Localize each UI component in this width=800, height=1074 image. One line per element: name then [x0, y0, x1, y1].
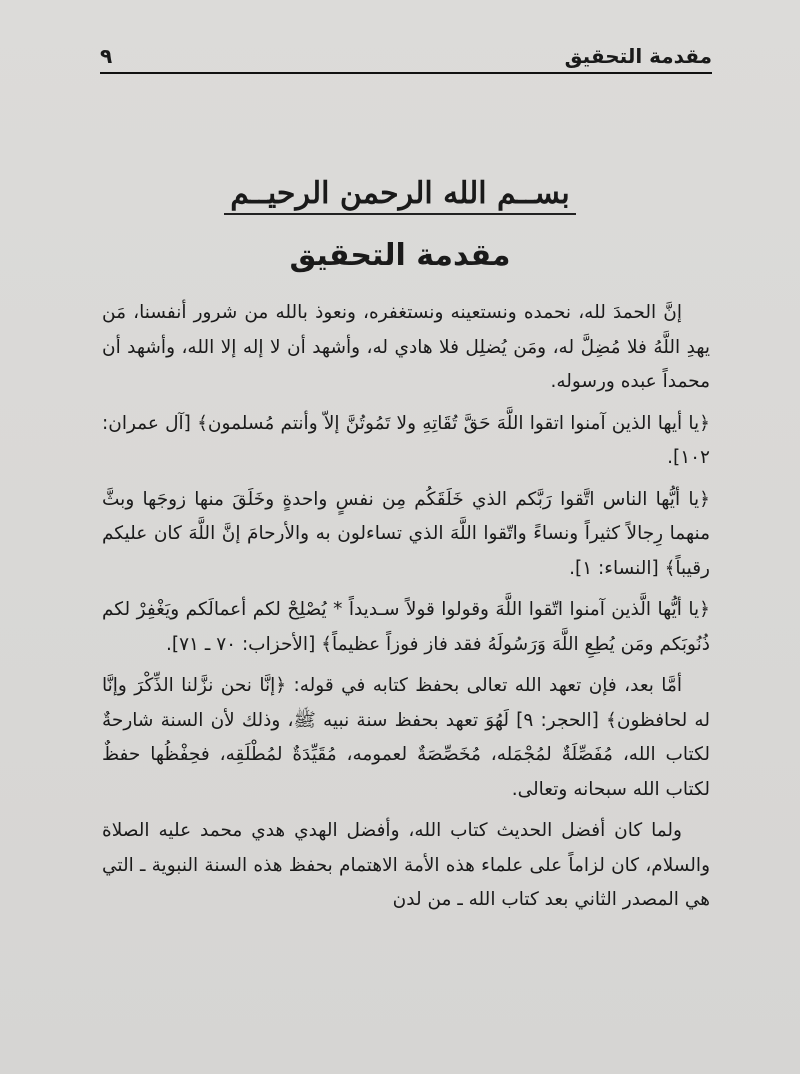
basmala-text: بســم الله الرحمن الرحيــم	[224, 176, 575, 215]
header-title: مقدمة التحقيق	[564, 44, 712, 68]
paragraph-intro: إنَّ الحمدَ لله، نحمده ونستعينه ونستغفره، ونعوذ بالله من شرور أنفسنا، مَن يهدِ اللَّهُ فلا مُضِلَّ له، ومَن يُضلِل فلا هادي له، وأشهد أن لا إله إلا الله، وأشهد أن محمداً عبده ورسوله.	[102, 302, 710, 392]
quran-verse-ahzab: ﴿يا أيُّها الَّذين آمنوا اتّقوا اللَّهَ وقولوا قولاً سـديداً * يُصْلِحْ لكم أعمالَكم ويَغْفِرْ لكم ذُنُوبَكم ومَن يُطِعِ اللَّهَ وَرَسُولَهُ فقد فاز فوزاً عظيماً﴾ [الأحزاب: ٧٠ ـ ٧١].	[102, 599, 710, 655]
page-number: ٩	[100, 44, 113, 68]
running-header	[100, 34, 712, 74]
section-title: مقدمة التحقيق	[289, 238, 511, 273]
basmala	[0, 176, 800, 211]
paragraph-sunnah: ولما كان أفضل الحديث كتاب الله، وأفضل الهدي هدي محمد عليه الصلاة والسلام، كان لزاماً على علماء هذه الأمة الاهتمام بحفظ هذه السنة النبوية ـ التي هي المصدر الثاني بعد كتاب الله ـ من لدن	[102, 820, 710, 910]
body-text	[102, 296, 710, 925]
quran-verse-al-imran: ﴿يا أيها الذين آمنوا اتقوا اللَّهَ حَقَّ تُقَاتِهِ ولا تَمُوتُنَّ إلاّ وأنتم مُسلمون﴾ [آل عمران: ١٠٢].	[102, 412, 710, 468]
quran-verse-nisa: ﴿يا أيُّها الناس اتَّقوا رَبَّكم الذي خَلَقَكُم مِن نفسٍ واحدةٍ وخَلَقَ منها زوجَها وبثَّ منهما رِجالاً كثيراً ونساءً واتّقوا اللَّهَ الذي تساءلون به والأرحامَ إنَّ اللَّهَ كان عليكم رقيباً﴾ [النساء: ١].	[102, 488, 710, 579]
paragraph-amma-bad: أمَّا بعد، فإن تعهد الله تعالى بحفظ كتابه في قوله: ﴿إنَّا نحن نزَّلنا الذِّكْرَ وإنَّا له لحافظون﴾ [الحجر: ٩] لَهُوَ تعهد بحفظ سنة نبيه ﷺ، وذلك لأن السنة شارحةٌ لكتاب الله، مُفَصِّلَةٌ لمُجْمَله، مُخَصِّصَةٌ لعمومه، مُقَيِّدَةٌ لمُطْلَقِه، فحِفْظُها حفظٌ لكتاب الله سبحانه وتعالى.	[102, 675, 710, 800]
